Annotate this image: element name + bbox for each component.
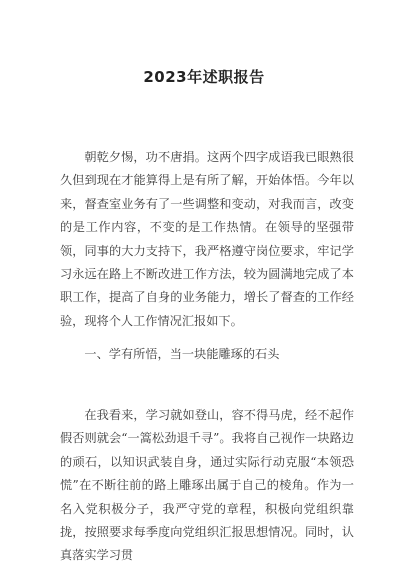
body-paragraph-study: 在我看来，学习就如登山，容不得马虎，经不起作假否则就会“一篙松劲退千寻”。我将自己视作一块路边的顽石，以知识武装自身，通过实际行动克服“本领恐慌”在不断往前的路上雕琢出属于自己的棱角。作为一名入党积极分子，我严守党的章程，积极向党组织靠拢，按照要求每季度向党组织汇报思想情况。同时，认真落实学习贯 <box>60 408 354 563</box>
body-paragraph-intro: 朝乾夕惕，功不唐捐。这两个四字成语我已眼熟很久但到现在才能算得上是有所了解，开始体悟。今年以来，督查室业务有了一些调整和变动，对我而言，改变的是工作内容，不变的是工作热情。在领导的坚强带领，同事的大力支持下，我严格遵守岗位要求，牢记学习永远在路上不断改进工作方法，较为圆满地完成了本职工作，提高了自身的业务能力，增长了督查的工作经验，现将个人工作情况汇报如下。 <box>60 150 354 328</box>
document-title: 2023年述职报告 <box>143 68 265 86</box>
section-heading: 一、学有所悟，当一块能雕琢的石头 <box>84 347 280 361</box>
